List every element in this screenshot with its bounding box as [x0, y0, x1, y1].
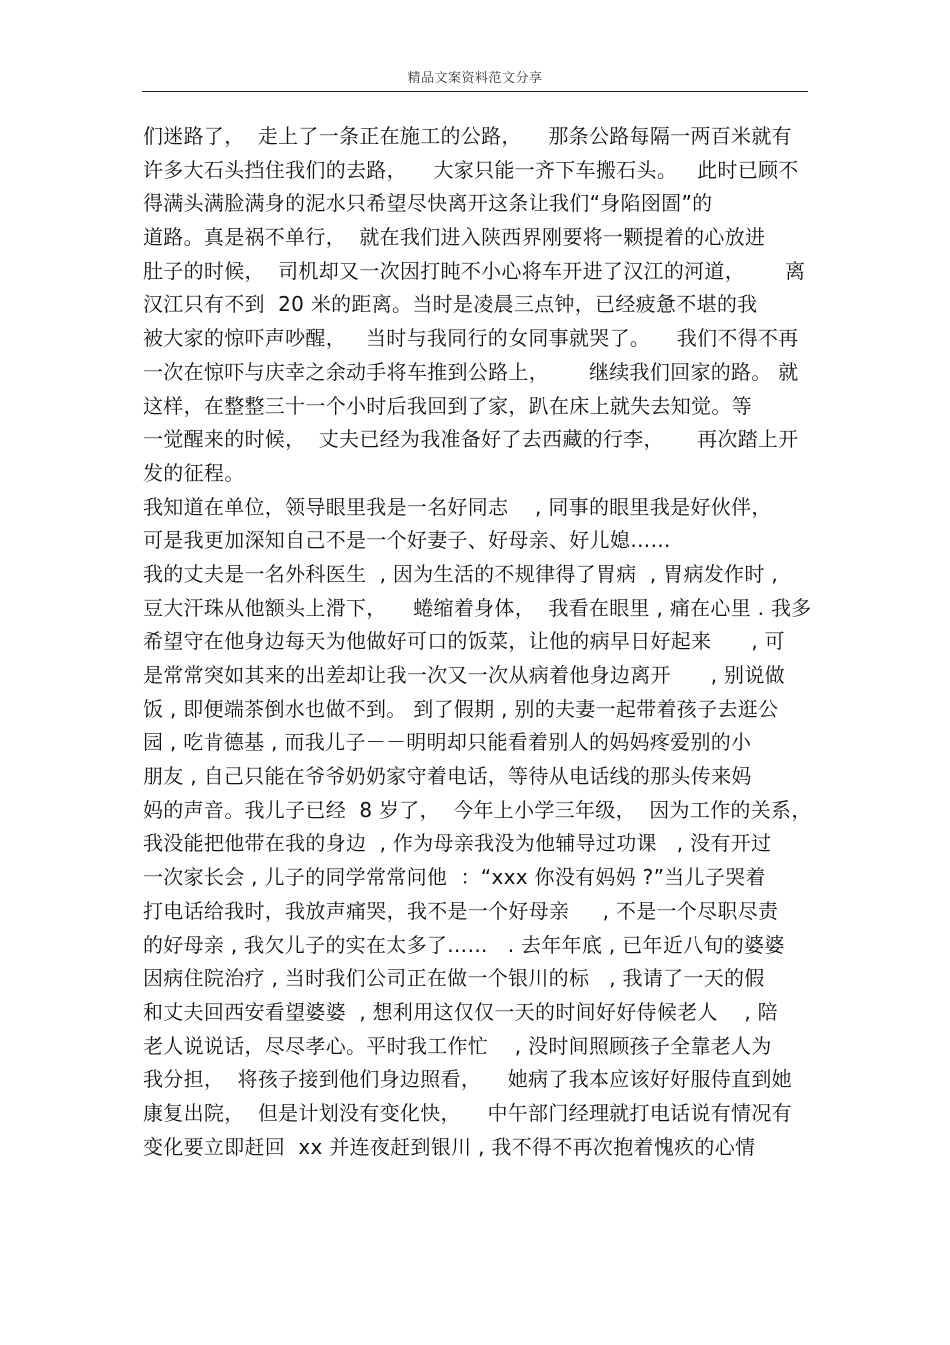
- text-line: 我知道在单位，领导眼里我是一名好同志 , 同事的眼里我是好伙伴，: [143, 494, 772, 519]
- text-line: 一次家长会 , 儿子的同学常常问他 ：“xxx 你没有妈妈 ?”当儿子哭着: [143, 865, 766, 890]
- text-line: 许多大石头挡住我们的去路， 大家只能一齐下车搬石头。 此时已顾不: [143, 157, 799, 182]
- text-line: 汉江只有不到 20 米的距离。当时是凌晨三点钟，已经疲惫不堪的我: [143, 292, 758, 317]
- text-line: 妈的声音。我儿子已经 8 岁了， 今年上小学三年级， 因为工作的关系，: [143, 797, 812, 822]
- text-line: 一觉醒来的时候， 丈夫已经为我准备好了去西藏的行李， 再次踏上开: [143, 427, 799, 452]
- text-line: 是常常突如其来的出差却让我一次又一次从病着他身边离开 , 别说做: [143, 663, 785, 687]
- text-line: 发的征程。: [143, 460, 245, 485]
- text-line: 一次在惊吓与庆幸之余动手将车推到公路上， 继续我们回家的路。 就: [143, 359, 799, 384]
- text-line: 可是我更加深知自己不是一个好妻子、好母亲、好儿媳……: [143, 528, 671, 553]
- page-header-title: 精品文案资料范文分享: [407, 71, 543, 86]
- text-line: 我分担， 将孩子接到他们身边照看， 她病了我本应该好好服侍直到她: [143, 1067, 792, 1092]
- text-line: 老人说说话，尽尽孝心。平时我工作忙 , 没时间照顾孩子全靠老人为: [143, 1033, 772, 1058]
- text-line: 希望守在他身边每天为他做好可口的饭菜，让他的病早日好起来 , 可: [143, 629, 785, 654]
- text-line: 变化要立即赶回 xx 并连夜赶到银川 , 我不得不再次抱着愧疚的心情: [143, 1134, 756, 1159]
- text-line: 道路。真是祸不单行， 就在我们进入陕西界刚要将一颗提着的心放进: [143, 225, 766, 250]
- text-line: 肚子的时候， 司机却又一次因打盹不小心将车开进了汉江的河道， 离: [143, 258, 806, 283]
- text-line: 园 , 吃肯德基 , 而我儿子－－明明却只能看着别人的妈妈疼爱别的小: [143, 730, 752, 755]
- text-line: 被大家的惊吓声吵醒， 当时与我同行的女同事就哭了。 我们不得不再: [143, 326, 799, 351]
- text-line: 豆大汗珠从他额头上滑下， 蜷缩着身体， 我看在眼里 , 痛在心里 . 我多: [143, 595, 812, 620]
- text-line: 因病住院治疗 , 当时我们公司正在做一个银川的标 , 我请了一天的假: [143, 966, 765, 991]
- text-line: 这样，在整整三十一个小时后我回到了家，趴在床上就失去知觉。等: [143, 393, 752, 418]
- text-line: 朋友 , 自己只能在爷爷奶奶家守着电话，等待从电话线的那头传来妈: [143, 764, 752, 789]
- text-line: 饭 , 即便端茶倒水也做不到。 到了假期 , 别的夫妻一起带着孩子去逛公: [143, 696, 779, 721]
- text-line: 打电话给我时，我放声痛哭，我不是一个好母亲 , 不是一个尽职尽责: [143, 898, 779, 923]
- header-divider: [142, 91, 808, 92]
- text-line: 得满头满脸满身的泥水只希望尽快离开这条让我们“身陷囹圄”的: [143, 191, 713, 216]
- text-line: 的好母亲 , 我欠儿子的实在太多了…… . 去年年底 , 已年近八旬的婆婆: [143, 932, 785, 957]
- text-line: 我没能把他带在我的身边 , 作为母亲我没为他辅导过功课 , 没有开过: [143, 831, 772, 856]
- text-line: 们迷路了， 走上了一条正在施工的公路， 那条公路每隔一两百米就有: [143, 124, 792, 148]
- document-body: [143, 120, 823, 1164]
- text-line: 康复出院， 但是计划没有变化快， 中午部门经理就打电话说有情况有: [143, 1100, 792, 1125]
- text-line: 我的丈夫是一名外科医生 , 因为生活的不规律得了胃病 , 胃病发作时 ,: [143, 561, 778, 586]
- text-line: 和丈夫回西安看望婆婆 , 想利用这仅仅一天的时间好好侍候老人 , 陪: [143, 999, 778, 1024]
